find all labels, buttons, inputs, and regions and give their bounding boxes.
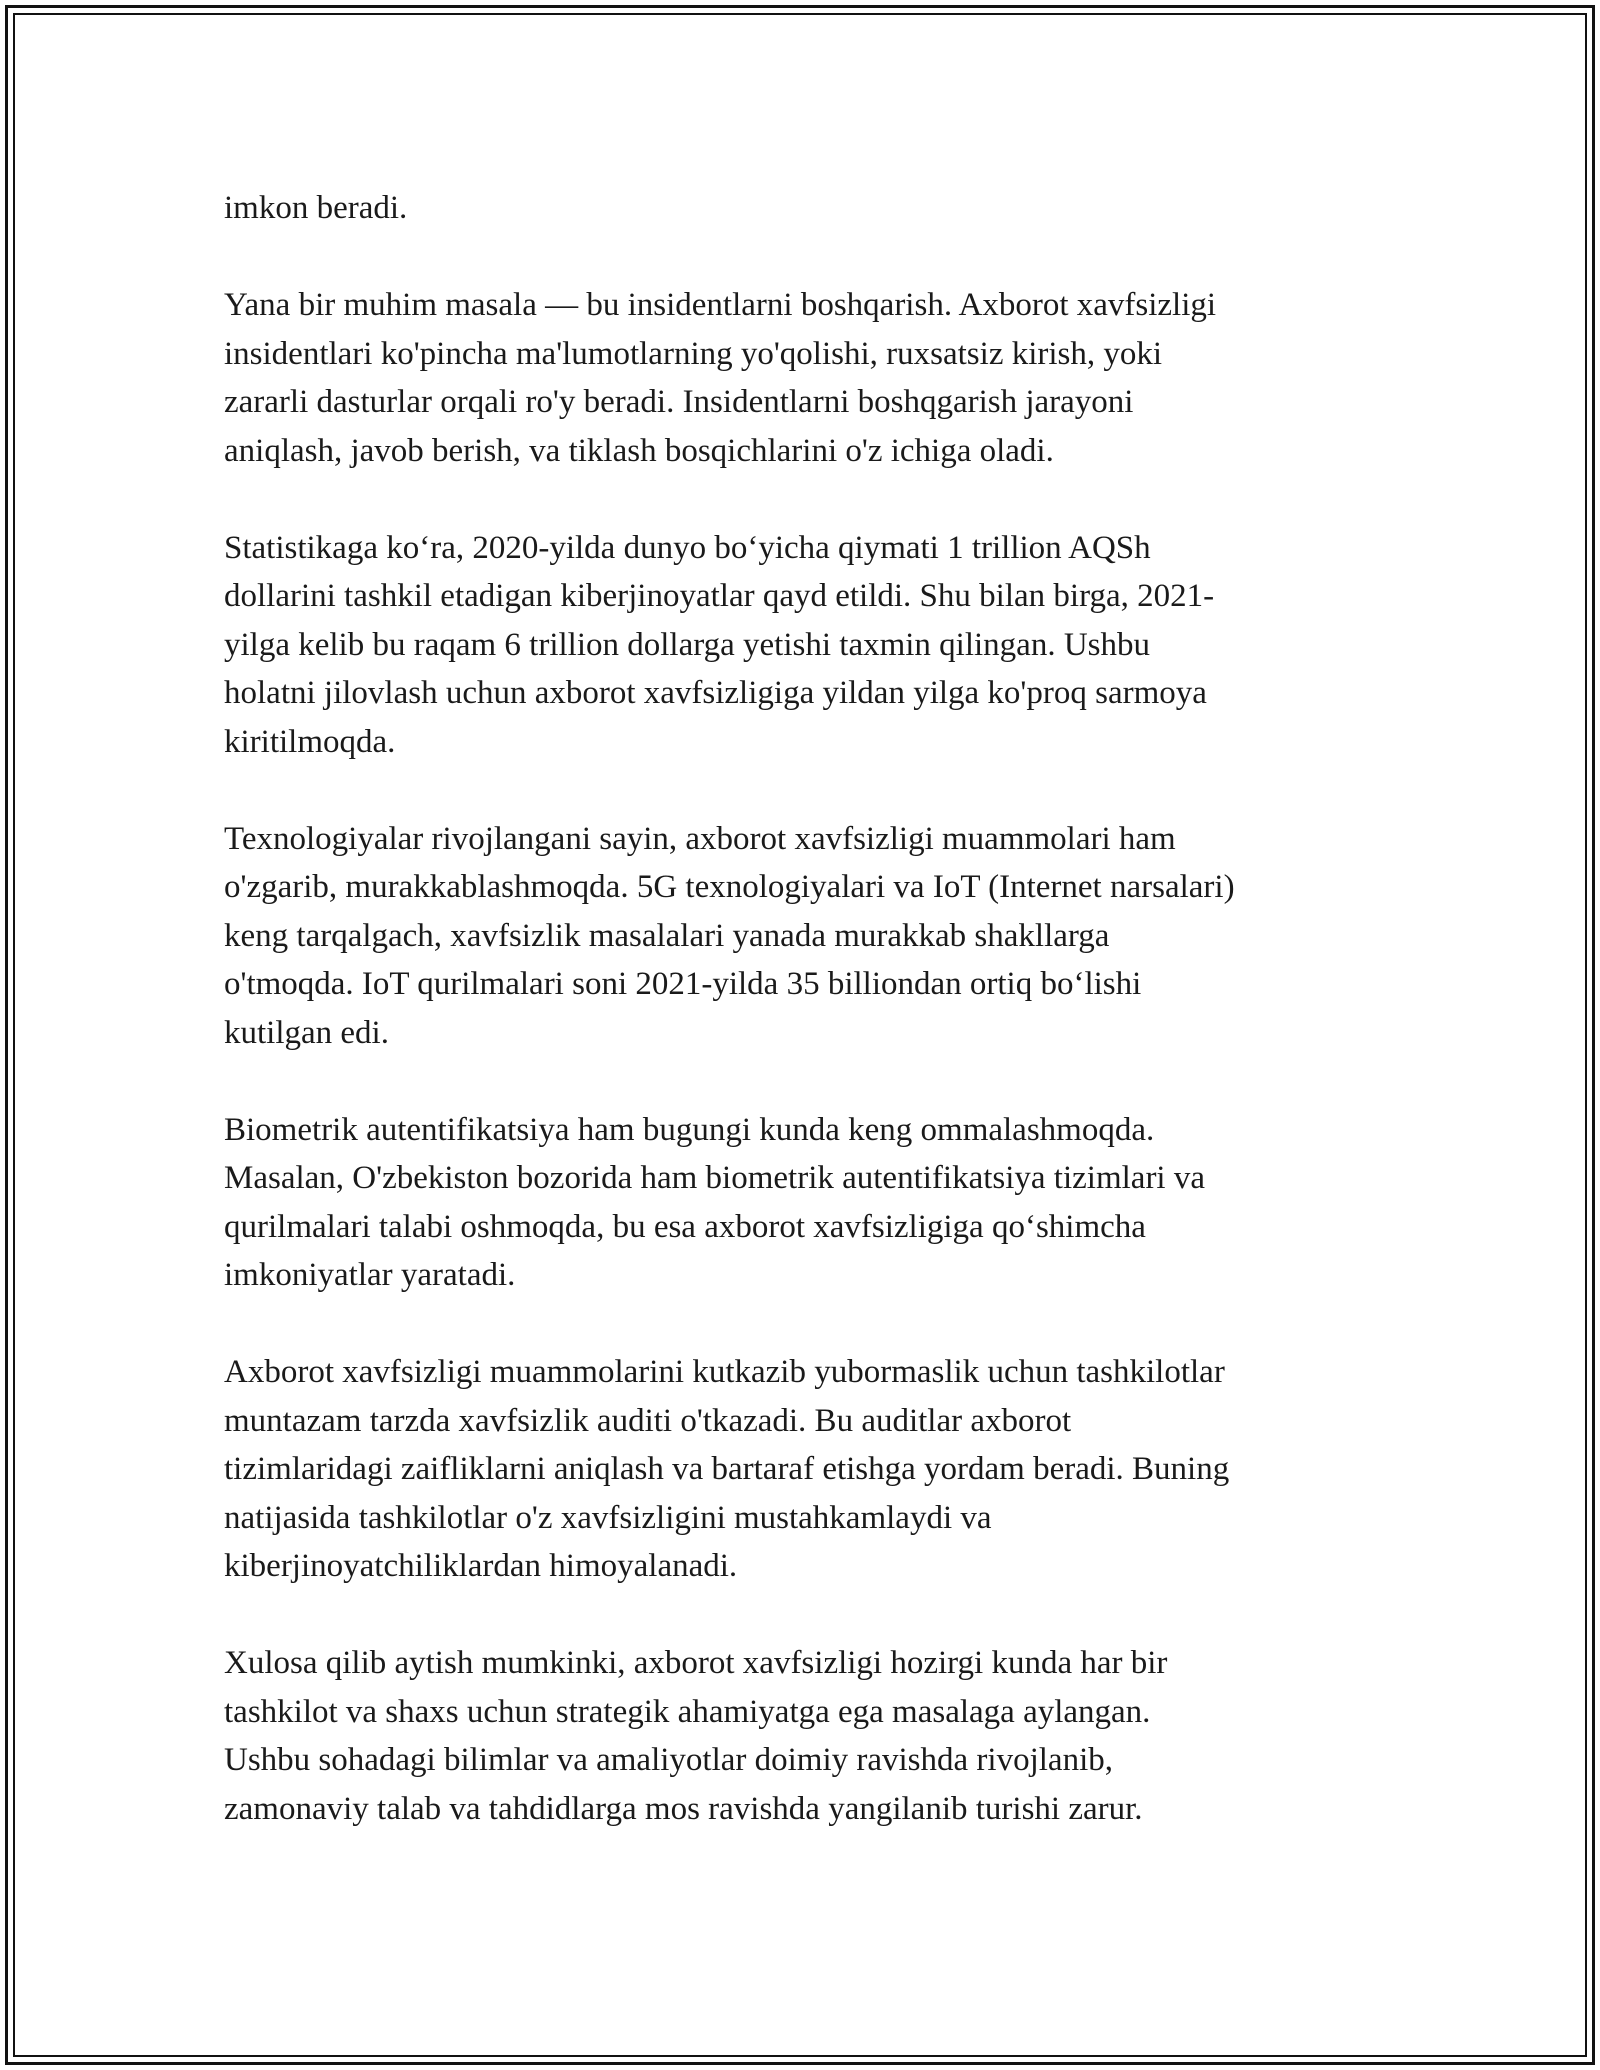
text-line: Masalan, O'zbekiston bozorida ham biometrik autentifikatsiya tizimlari va [224,1160,1205,1196]
text-line: o'tmoqda. IoT qurilmalari soni 2021-yilda 35 billiondan ortiq boʻlishi [224,966,1142,1002]
text-line: kiberjinoyatchiliklardan himoyalanadi. [224,1548,738,1584]
text-line: Axborot xavfsizligi muammolarini kutkazib yubormaslik uchun tashkilotlar [224,1354,1225,1390]
paragraph-continuation [224,184,1424,233]
paragraph-statistics [224,524,1424,767]
text-line: tizimlaridagi zaifliklarni aniqlash va bartaraf etishga yordam beradi. Buning [224,1451,1230,1487]
text-line: Texnologiyalar rivojlangani sayin, axborot xavfsizligi muammolari ham [224,820,1176,857]
text-line: dollarini tashkil etadigan kiberjinoyatlar qayd etildi. Shu bilan birga, 2021- [224,578,1215,614]
text-line: imkon beradi. [224,190,408,226]
text-line: natijasida tashkilotlar o'z xavfsizligini mustahkamlaydi va [224,1499,992,1536]
text-line: o'zgarib, murakkablashmoqda. 5G texnologiyalari va IoT (Internet narsalari) [224,869,1235,905]
text-line: Xulosa qilib aytish mumkinki, axborot xavfsizligi hozirgi kunda har bir [224,1645,1168,1681]
text-line: zamonaviy talab va tahdidlarga mos ravishda yangilanib turishi zarur. [224,1790,1143,1827]
text-line: kutilgan edi. [224,1014,389,1051]
text-line: zararli dasturlar orqali ro'y beradi. Insidentlarni boshqgarish jarayoni [224,384,1134,420]
paragraph-technology [224,815,1424,1058]
text-line: insidentlari ko'pincha ma'lumotlarning yo'qolishi, ruxsatsiz kirish, yoki [224,335,1163,372]
text-line: Statistikaga koʻra, 2020-yilda dunyo boʻyicha qiymati 1 trillion AQSh [224,529,1151,566]
text-line: aniqlash, javob berish, va tiklash bosqichlarini o'z ichiga oladi. [224,432,1054,469]
text-line: imkoniyatlar yaratadi. [224,1257,516,1293]
text-line: muntazam tarzda xavfsizlik auditi o'tkazadi. Bu auditlar axborot [224,1402,1072,1439]
text-line: kiritilmoqda. [224,723,396,760]
paragraph-biometrics [224,1106,1424,1300]
text-line: qurilmalari talabi oshmoqda, bu esa axborot xavfsizligiga qoʻshimcha [224,1208,1146,1245]
paragraph-conclusion [224,1639,1424,1833]
text-line: tashkilot va shaxs uchun strategik ahamiyatga ega masalaga aylangan. [224,1693,1151,1730]
text-line: Biometrik autentifikatsiya ham bugungi kunda keng ommalashmoqda. [224,1111,1155,1148]
text-line: keng tarqalgach, xavfsizlik masalalari yanada murakkab shakllarga [224,917,1110,954]
paragraph-incident-management [224,281,1424,475]
text-line: yilga kelib bu raqam 6 trillion dollarga yetishi taxmin qilingan. Ushbu [224,626,1150,663]
document-body [224,184,1424,1882]
paragraph-audit [224,1348,1424,1591]
text-line: Ushbu sohadagi bilimlar va amaliyotlar doimiy ravishda rivojlanib, [224,1742,1113,1778]
text-line: holatni jilovlash uchun axborot xavfsizligiga yildan yilga ko'proq sarmoya [224,675,1207,711]
text-line: Yana bir muhim masala — bu insidentlarni boshqarish. Axborot xavfsizligi [224,287,1217,323]
